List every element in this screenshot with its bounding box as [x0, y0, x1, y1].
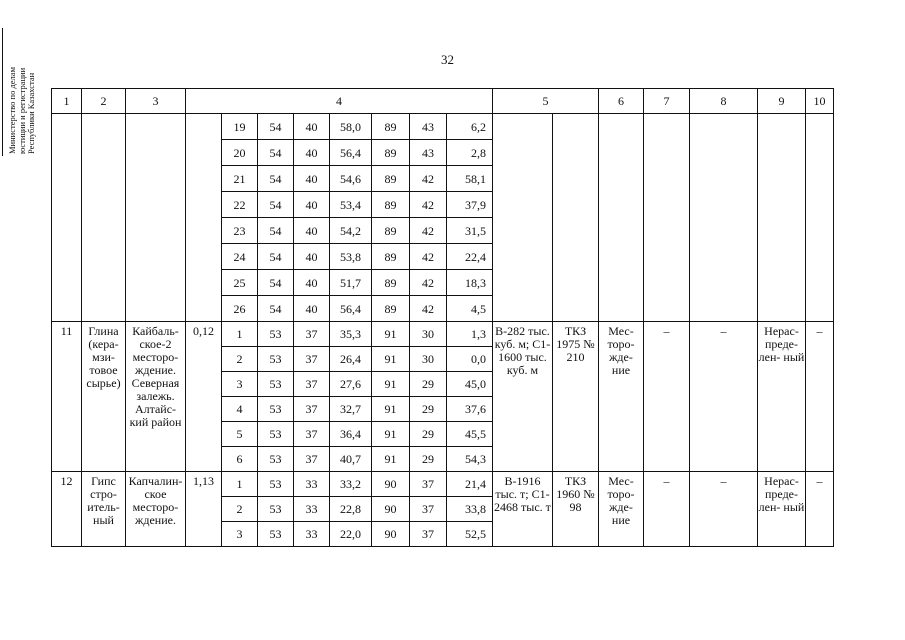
data-cell: 53	[258, 497, 294, 522]
data-cell: 1	[222, 322, 258, 347]
stamp-text	[8, 34, 44, 154]
data-cell: 54	[258, 140, 294, 166]
data-cell: 43	[410, 140, 447, 166]
data-cell: 90	[372, 472, 410, 497]
data-cell: 56,4	[330, 296, 372, 322]
data-cell: 29	[410, 422, 447, 447]
deposit-name: Капчалин- ское месторо- ждение.	[126, 472, 186, 547]
data-cell: 54,2	[330, 218, 372, 244]
data-cell: 54	[258, 218, 294, 244]
stamp-line-1: Министерство по делам	[7, 67, 17, 154]
data-cell: 52,5	[447, 522, 493, 547]
data-cell: 58,0	[330, 114, 372, 140]
g0-c3	[126, 114, 186, 322]
data-cell: 0,0	[447, 347, 493, 372]
col-7-value: –	[644, 472, 690, 547]
data-cell: 53	[258, 372, 294, 397]
data-cell: 54	[258, 270, 294, 296]
data-cell: 43	[410, 114, 447, 140]
data-cell: 35,3	[330, 322, 372, 347]
data-cell: 30	[410, 322, 447, 347]
data-cell: 26	[222, 296, 258, 322]
data-cell: 37	[410, 497, 447, 522]
data-cell: 40	[294, 114, 330, 140]
data-cell: 24	[222, 244, 258, 270]
data-cell: 37,9	[447, 192, 493, 218]
col-7-value: –	[644, 322, 690, 472]
data-cell: 53	[258, 397, 294, 422]
data-cell: 29	[410, 447, 447, 472]
data-cell: 40,7	[330, 447, 372, 472]
material-name: Гипс стро- итель- ный	[82, 472, 126, 547]
header-col-8: 8	[690, 89, 758, 114]
data-cell: 2,8	[447, 140, 493, 166]
data-cell: 21,4	[447, 472, 493, 497]
data-cell: 37	[294, 397, 330, 422]
data-cell: 40	[294, 270, 330, 296]
data-cell: 21	[222, 166, 258, 192]
data-cell: 89	[372, 244, 410, 270]
subsoil-status: Нерас- преде- лен- ный	[758, 472, 806, 547]
data-cell: 42	[410, 270, 447, 296]
g0-c5b	[553, 114, 599, 322]
data-cell: 91	[372, 447, 410, 472]
data-cell: 53	[258, 422, 294, 447]
data-cell: 42	[410, 296, 447, 322]
material-name: Глина (кера- мзи- товое сырье)	[82, 322, 126, 472]
header-col-5: 5	[493, 89, 599, 114]
data-cell: 37	[294, 447, 330, 472]
subsoil-status: Нерас- преде- лен- ный	[758, 322, 806, 472]
protocol-value: ТКЗ 1975 № 210	[553, 322, 599, 472]
g0-c10	[806, 114, 834, 322]
data-cell: 89	[372, 140, 410, 166]
data-cell: 40	[294, 244, 330, 270]
data-cell: 2	[222, 347, 258, 372]
data-cell: 22,8	[330, 497, 372, 522]
data-cell: 18,3	[447, 270, 493, 296]
stamp-line-3: Республики Казахстан	[26, 72, 36, 154]
header-col-4: 4	[186, 89, 493, 114]
data-cell: 51,7	[330, 270, 372, 296]
g0-c4	[186, 114, 222, 322]
table-row	[52, 322, 834, 347]
data-cell: 89	[372, 192, 410, 218]
data-cell: 53,4	[330, 192, 372, 218]
data-cell: 29	[410, 397, 447, 422]
data-cell: 3	[222, 522, 258, 547]
reserves-value: В-282 тыс. куб. м; С1-1600 тыс. куб. м	[493, 322, 553, 472]
data-cell: 54	[258, 296, 294, 322]
data-cell: 37	[294, 347, 330, 372]
header-col-1: 1	[52, 89, 82, 114]
object-type: Мес- торо- жде- ние	[599, 322, 644, 472]
data-cell: 45,0	[447, 372, 493, 397]
data-cell: 20	[222, 140, 258, 166]
data-cell: 37	[294, 422, 330, 447]
data-cell: 53	[258, 447, 294, 472]
area-value: 0,12	[186, 322, 222, 472]
header-col-10: 10	[806, 89, 834, 114]
data-cell: 91	[372, 347, 410, 372]
area-value: 1,13	[186, 472, 222, 547]
data-cell: 37	[294, 372, 330, 397]
data-cell: 33,2	[330, 472, 372, 497]
data-cell: 37	[294, 322, 330, 347]
data-cell: 90	[372, 522, 410, 547]
data-cell: 1	[222, 472, 258, 497]
data-cell: 37,6	[447, 397, 493, 422]
row-number: 11	[52, 322, 82, 472]
page-number: 32	[441, 52, 454, 67]
data-cell: 40	[294, 166, 330, 192]
data-cell: 54	[258, 114, 294, 140]
deposit-name: Кайбаль- ское-2 месторо- ждение. Северная залежь. Алтайс- кий район	[126, 322, 186, 472]
data-cell: 5	[222, 422, 258, 447]
data-cell: 40	[294, 192, 330, 218]
data-cell: 91	[372, 422, 410, 447]
data-cell: 91	[372, 397, 410, 422]
row-number: 12	[52, 472, 82, 547]
data-cell: 6	[222, 447, 258, 472]
data-cell: 23	[222, 218, 258, 244]
data-cell: 29	[410, 372, 447, 397]
g0-c7	[644, 114, 690, 322]
data-cell: 89	[372, 296, 410, 322]
data-cell: 53	[258, 522, 294, 547]
data-cell: 54	[258, 166, 294, 192]
data-cell: 42	[410, 218, 447, 244]
deposits-table	[51, 88, 834, 547]
data-cell: 32,7	[330, 397, 372, 422]
g0-c2	[82, 114, 126, 322]
header-row	[52, 89, 834, 114]
table-row	[52, 472, 834, 497]
data-cell: 36,4	[330, 422, 372, 447]
data-cell: 91	[372, 322, 410, 347]
header-col-6: 6	[599, 89, 644, 114]
col-10-value: –	[806, 472, 834, 547]
object-type: Мес- торо- жде- ние	[599, 472, 644, 547]
data-cell: 33	[294, 472, 330, 497]
data-cell: 22,4	[447, 244, 493, 270]
data-cell: 26,4	[330, 347, 372, 372]
col-8-value: –	[690, 472, 758, 547]
data-cell: 19	[222, 114, 258, 140]
registration-stamp	[2, 28, 44, 158]
data-cell: 53,8	[330, 244, 372, 270]
data-cell: 53	[258, 472, 294, 497]
col-10-value: –	[806, 322, 834, 472]
g0-c1	[52, 114, 82, 322]
data-cell: 37	[410, 522, 447, 547]
stamp-line-2: юстиции и регистрации	[16, 67, 27, 154]
data-cell: 54,6	[330, 166, 372, 192]
data-cell: 33	[294, 497, 330, 522]
data-cell: 3	[222, 372, 258, 397]
header-col-9: 9	[758, 89, 806, 114]
data-cell: 89	[372, 114, 410, 140]
protocol-value: ТКЗ 1960 № 98	[553, 472, 599, 547]
data-cell: 6,2	[447, 114, 493, 140]
data-cell: 53	[258, 347, 294, 372]
data-cell: 53	[258, 322, 294, 347]
data-cell: 58,1	[447, 166, 493, 192]
data-cell: 45,5	[447, 422, 493, 447]
data-cell: 54	[258, 192, 294, 218]
data-cell: 40	[294, 296, 330, 322]
header-col-3: 3	[126, 89, 186, 114]
data-cell: 22	[222, 192, 258, 218]
data-cell: 89	[372, 218, 410, 244]
g0-c5a	[493, 114, 553, 322]
g0-c6	[599, 114, 644, 322]
table-row	[52, 114, 834, 140]
data-cell: 31,5	[447, 218, 493, 244]
data-cell: 4,5	[447, 296, 493, 322]
data-cell: 56,4	[330, 140, 372, 166]
g0-c8	[690, 114, 758, 322]
data-cell: 33	[294, 522, 330, 547]
data-cell: 40	[294, 140, 330, 166]
data-cell: 33,8	[447, 497, 493, 522]
data-cell: 2	[222, 497, 258, 522]
data-cell: 37	[410, 472, 447, 497]
data-cell: 91	[372, 372, 410, 397]
data-cell: 54,3	[447, 447, 493, 472]
data-cell: 40	[294, 218, 330, 244]
data-cell: 90	[372, 497, 410, 522]
data-cell: 89	[372, 166, 410, 192]
data-cell: 42	[410, 244, 447, 270]
data-cell: 25	[222, 270, 258, 296]
data-cell: 27,6	[330, 372, 372, 397]
header-col-7: 7	[644, 89, 690, 114]
data-cell: 54	[258, 244, 294, 270]
data-cell: 30	[410, 347, 447, 372]
data-cell: 22,0	[330, 522, 372, 547]
data-cell: 42	[410, 166, 447, 192]
data-cell: 1,3	[447, 322, 493, 347]
data-cell: 89	[372, 270, 410, 296]
col-8-value: –	[690, 322, 758, 472]
reserves-value: В-1916 тыс. т; С1-2468 тыс. т	[493, 472, 553, 547]
header-col-2: 2	[82, 89, 126, 114]
data-cell: 42	[410, 192, 447, 218]
g0-c9	[758, 114, 806, 322]
data-cell: 4	[222, 397, 258, 422]
